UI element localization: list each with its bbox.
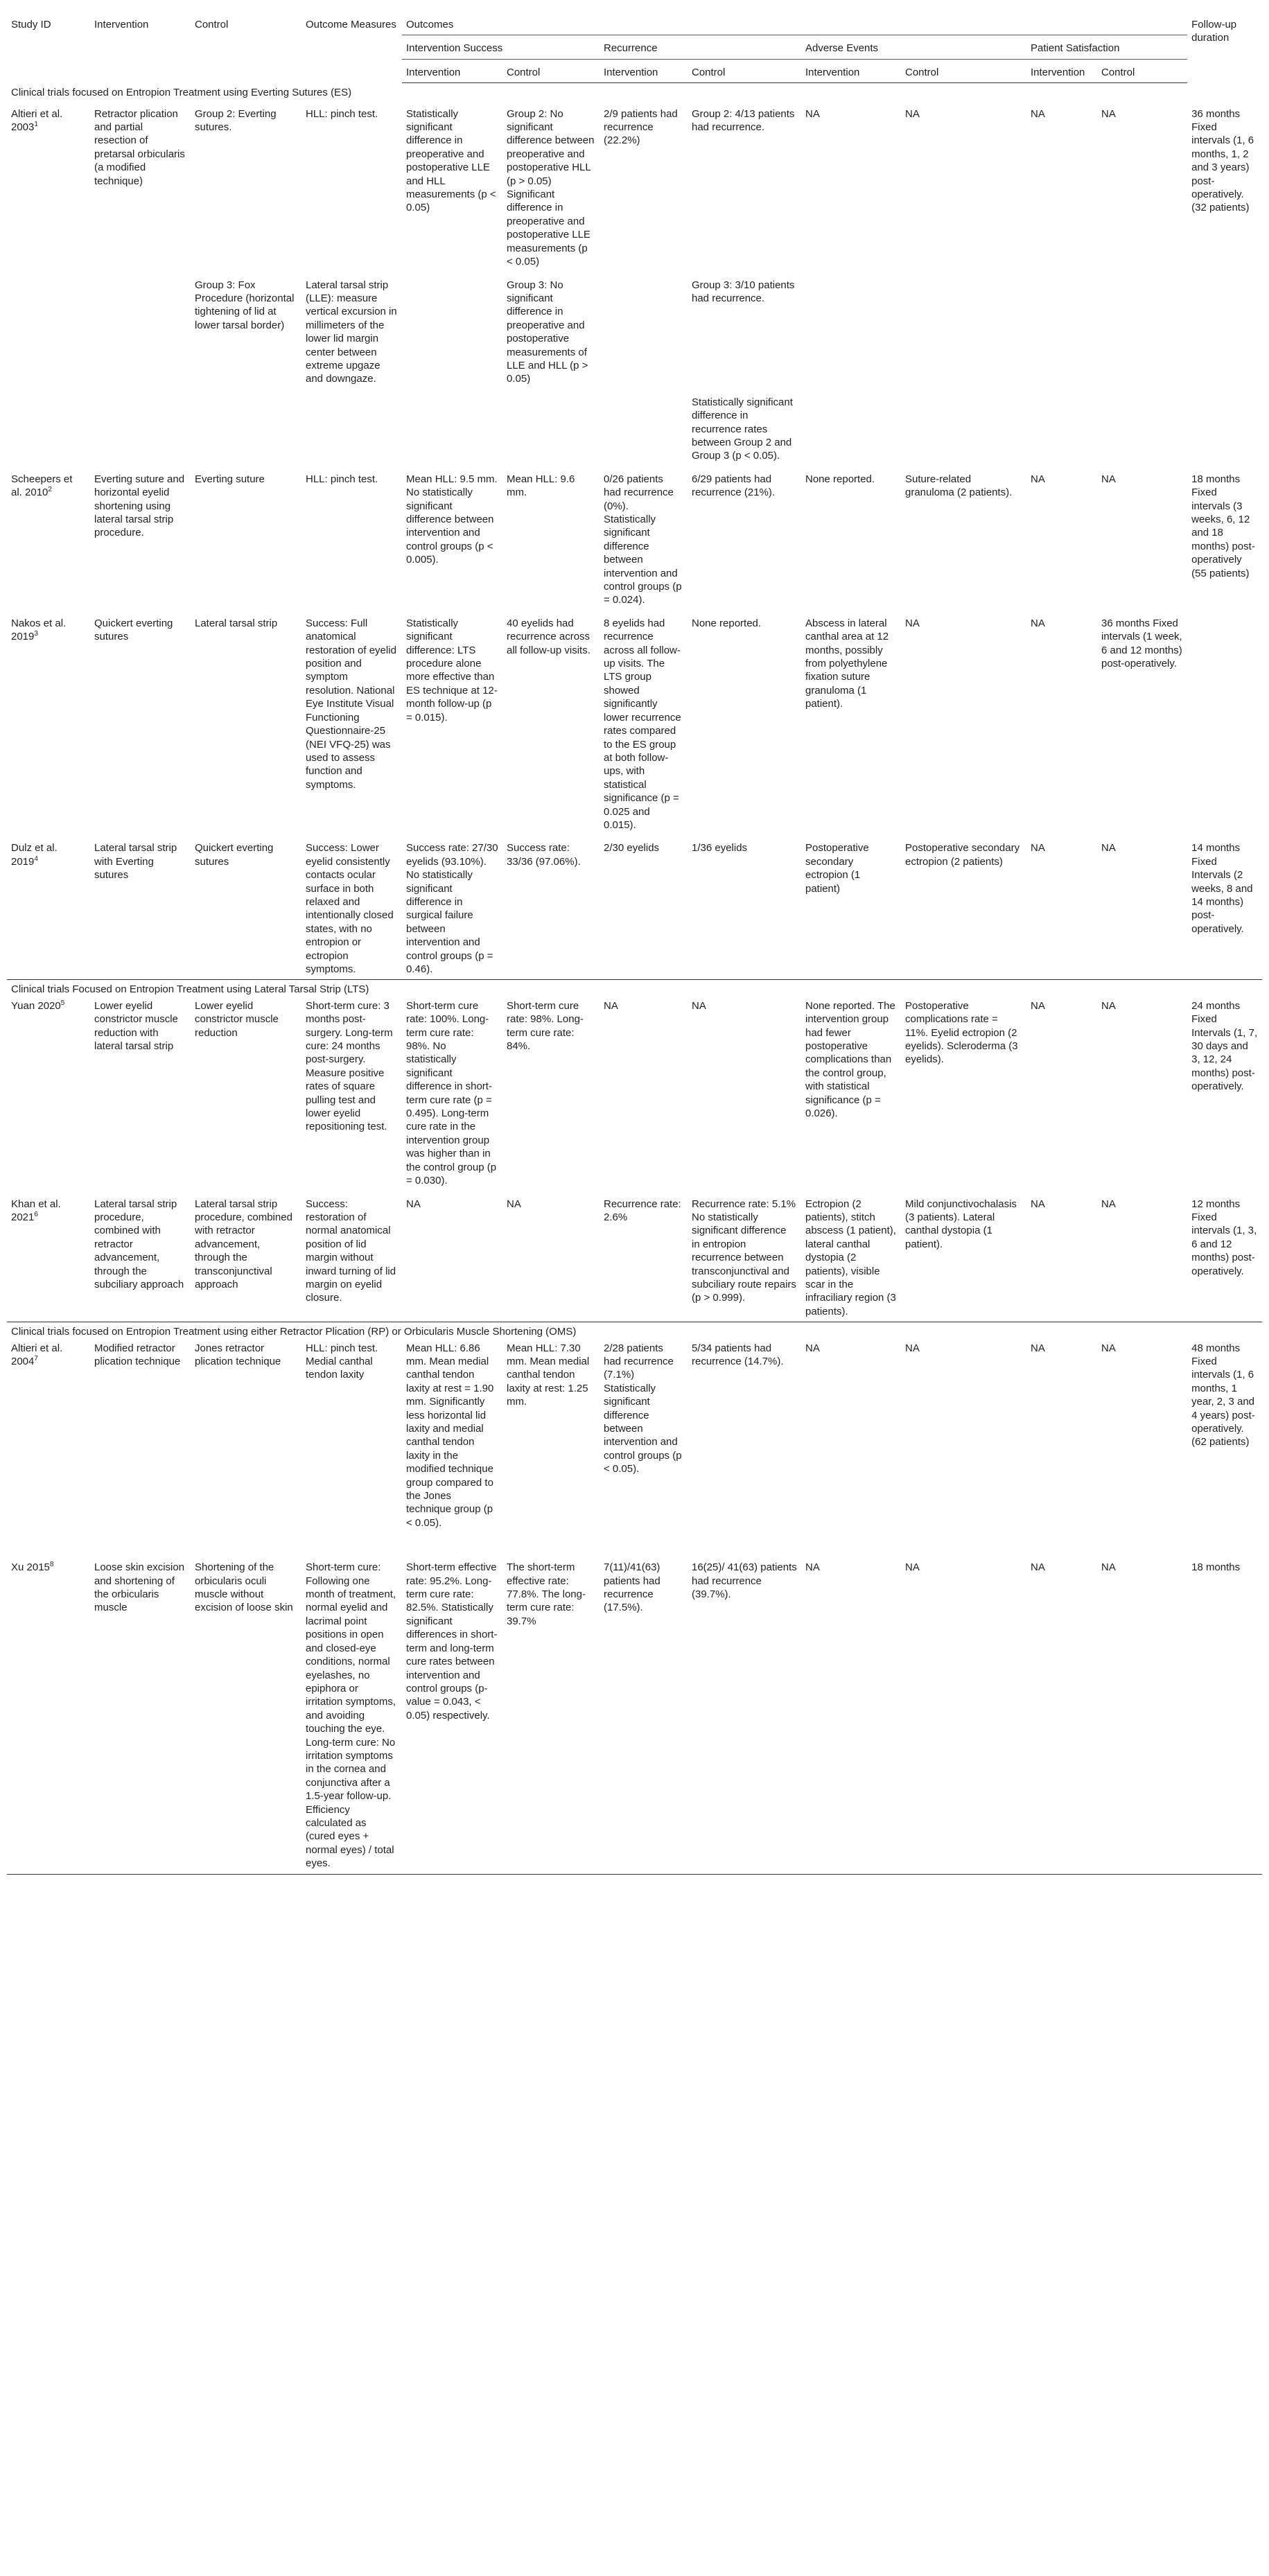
cell-satisfaction-control: NA: [1101, 999, 1116, 1012]
cell-follow-up: [1187, 272, 1262, 389]
cell-recurrence-intervention: 0/26 patients had recurrence (0%). Statistically significant difference between intervention and control groups (p = 0.024).: [604, 473, 682, 606]
cell-satisfaction-control: 36 months Fixed intervals (1 week, 6 and 12 months) post-operatively.: [1101, 617, 1182, 670]
cell-follow-up: 24 months Fixed Intervals (1, 7, 30 days and 3, 12, 24 months) post-operatively.: [1191, 999, 1258, 1093]
cell-satisfaction-control: [1097, 272, 1187, 389]
cell-satisfaction-intervention: [1026, 272, 1097, 389]
cell-satisfaction-control: NA: [1101, 473, 1116, 485]
table-row-altieri-2004: [7, 1340, 1262, 1534]
cell-study-id: [7, 466, 90, 611]
header-follow-up-duration: Follow-up duration: [1191, 19, 1237, 44]
cell-adverse-control: [901, 272, 1026, 389]
section-row-everting-sutures: [7, 83, 1262, 101]
cell-recurrence-control: Recurrence rate: 5.1% No statistically significant difference in entropion recurrence between transconjunctival and subciliary route repairs (p > 0.999).: [692, 1198, 796, 1304]
cell-success-control: 40 eyelids had recurrence across all follow-up visits.: [507, 617, 590, 656]
cell-satisfaction-intervention: NA: [1031, 999, 1045, 1012]
cell-control: Quickert everting sutures: [195, 842, 274, 868]
cell-adverse-intervention: NA: [805, 1342, 820, 1354]
cell-adverse-control: [901, 389, 1026, 466]
header-recurrence: Recurrence: [600, 35, 801, 59]
section-title: Clinical trials focused on Entropion Treatment using Everting Sutures (ES): [11, 87, 352, 99]
cell-control: Lateral tarsal strip: [195, 617, 278, 629]
cell-control: Everting suture: [195, 473, 265, 485]
cell-intervention: Lateral tarsal strip with Everting sutures: [94, 842, 177, 882]
study-comparison-table: [7, 6, 1262, 1875]
reference-number: 8: [49, 1561, 54, 1569]
table-row-altieri-2003-note: [7, 389, 1262, 466]
cell-follow-up: 12 months Fixed intervals (1, 3, 6 and 12 months) post-operatively.: [1191, 1198, 1257, 1277]
cell-follow-up: 36 months Fixed intervals (1, 6 months, 1, 2 and 3 years) post-operatively. (32 patients): [1191, 107, 1254, 214]
header-outcomes: Outcomes: [402, 6, 1187, 35]
table-row-nakos-2019: [7, 611, 1262, 836]
header-adverse-events: Adverse Events: [801, 35, 1026, 59]
cell-recurrence-intervention: 2/9 patients had recurrence (22.2%): [604, 107, 678, 147]
subheader-satisfaction-control: Control: [1097, 59, 1187, 82]
cell-outcome-measures: HLL: pinch test.: [306, 473, 378, 485]
cell-control: Group 3: Fox Procedure (horizontal tightening of lid at lower tarsal border): [195, 279, 295, 331]
cell-adverse-control: Mild conjunctivochalasis (3 patients). Lateral canthal dystopia (1 patient).: [905, 1198, 1017, 1250]
cell-recurrence-control: 1/36 eyelids: [692, 842, 748, 855]
table-header: [7, 6, 1262, 83]
cell-recurrence-intervention: 2/30 eyelids: [604, 842, 660, 855]
reference-number: 2: [48, 486, 52, 494]
cell-intervention: Everting suture and horizontal eyelid shortening using lateral tarsal strip procedure.: [94, 473, 185, 539]
cell-success-control: Group 2: No significant difference between preoperative and postoperative HLL (p > 0.05) Significant difference in preoperative and postoperative LLE measurements (p < 0.05): [507, 107, 595, 268]
cell-outcome-measures: Short-term cure: 3 months post-surgery. Long-term cure: 24 months post-surgery. Measure positive rates of square pulling test and lower eyelid repositioning test.: [306, 999, 393, 1133]
cell-success-control: Short-term cure rate: 98%. Long-term cure rate: 84%.: [507, 999, 584, 1053]
cell-satisfaction-intervention: NA: [1031, 107, 1045, 120]
cell-success-intervention: Statistically significant difference: LTS procedure alone more effective than ES technique at 12-month follow-up (p = 0.015).: [406, 617, 498, 724]
header-patient-satisfaction: Patient Satisfaction: [1026, 35, 1187, 59]
cell-recurrence-intervention: 8 eyelids had recurrence across all follow-up visits. The LTS group showed significantly lower recurrence rates compared to the ES group at both follow-ups, with statistical significance (p = 0.025 and 0.015).: [604, 617, 681, 831]
cell-recurrence-control: 6/29 patients had recurrence (21%).: [692, 473, 776, 499]
cell-adverse-control: NA: [901, 1533, 1026, 1874]
study-name: Scheepers et al. 2010: [11, 473, 73, 499]
cell-intervention: Retractor plication and partial resection of pretarsal orbicularis (a modified technique): [94, 107, 185, 187]
table-row-altieri-2003: [7, 101, 1262, 272]
subheader-satisfaction-intervention: Intervention: [1026, 59, 1097, 82]
cell-follow-up: 14 months Fixed Intervals (2 weeks, 8 and 14 months) post-operatively.: [1191, 842, 1253, 935]
cell-satisfaction-intervention: NA: [1026, 1533, 1097, 1874]
cell-outcome-measures: Success: Full anatomical restoration of eyelid position and symptom resolution. National Eye Institute Visual Functioning Questionnaire-25 (NEI VFQ-25) was used to assess function and symptoms.: [306, 617, 396, 791]
cell-adverse-intervention: NA: [805, 107, 820, 120]
cell-success-intervention: NA: [406, 1198, 421, 1210]
cell-satisfaction-intervention: NA: [1031, 1342, 1045, 1354]
table-row-yuan-2020: [7, 998, 1262, 1191]
cell-control: Group 2: Everting sutures.: [195, 107, 277, 134]
cell-study-id: [7, 611, 90, 836]
cell-follow-up: [1187, 389, 1262, 466]
cell-success-intervention: Success rate: 27/30 eyelids (93.10%). No statistically significant difference in surgical failure between intervention and control groups (p = 0.46).: [406, 842, 498, 975]
cell-intervention: Lateral tarsal strip procedure, combined with retractor advancement, through the subciliary approach: [94, 1198, 184, 1290]
cell-outcome-measures: HLL: pinch test.: [306, 107, 378, 120]
cell-adverse-control: NA: [905, 617, 920, 629]
cell-satisfaction-intervention: NA: [1031, 842, 1045, 855]
table-row-scheepers-2010: [7, 466, 1262, 611]
cell-satisfaction-intervention: NA: [1031, 1198, 1045, 1210]
cell-outcome-measures: [301, 389, 402, 466]
study-name: Altieri et al. 2004: [11, 1342, 63, 1367]
cell-study-id: [7, 272, 90, 389]
cell-success-control: Success rate: 33/36 (97.06%).: [507, 842, 581, 868]
cell-follow-up: [1187, 611, 1262, 836]
cell-control: Shortening of the orbicularis oculi muscle without excision of loose skin: [191, 1533, 301, 1874]
cell-follow-up: 18 months Fixed intervals (3 weeks, 6, 12 and 18 months) post-operatively (55 patients): [1191, 473, 1255, 579]
cell-study-id: [7, 1533, 90, 1874]
cell-study-id: [7, 101, 90, 272]
cell-adverse-intervention: None reported.: [805, 473, 875, 485]
subheader-recurrence-intervention: Intervention: [600, 59, 688, 82]
cell-intervention: Lower eyelid constrictor muscle reduction with lateral tarsal strip: [94, 999, 178, 1053]
section-title: Clinical trials Focused on Entropion Treatment using Lateral Tarsal Strip (LTS): [7, 980, 1262, 998]
section-title: Clinical trials focused on Entropion Treatment using either Retractor Plication (RP) or Orbicularis Muscle Shortening (OMS): [7, 1322, 1262, 1340]
cell-study-id: [7, 835, 90, 980]
cell-satisfaction-control: NA: [1097, 1533, 1187, 1874]
cell-success-control: Mean HLL: 9.6 mm.: [507, 473, 575, 499]
cell-adverse-intervention: Ectropion (2 patients), stitch abscess (1 patient), lateral canthal dystopia (2 patients), visible scar in the infraciliary region (3 patients).: [805, 1198, 896, 1317]
reference-number: 1: [34, 121, 38, 129]
cell-satisfaction-control: NA: [1101, 842, 1116, 855]
cell-recurrence-intervention: 2/28 patients had recurrence (7.1%) Statistically significant difference between intervention and control groups (p < 0.05).: [604, 1342, 682, 1475]
cell-recurrence-intervention: [600, 389, 688, 466]
study-name: Nakos et al. 2019: [11, 617, 67, 643]
cell-recurrence-intervention: [600, 272, 688, 389]
cell-intervention: [90, 389, 191, 466]
cell-success-intervention: Short-term effective rate: 95.2%. Long-term cure rate: 82.5%. Statistically significant differences in short-term and long-term cure rates between intervention and control groups (p-value = 0.043, < 0.05) respectively.: [402, 1533, 502, 1874]
reference-number: 7: [34, 1354, 38, 1363]
cell-success-intervention: Mean HLL: 6.86 mm. Mean medial canthal tendon laxity at rest = 1.90 mm. Significantly less horizontal lid laxity and medial canthal tendon laxity in the modified technique group compared to the Jones technique group (p < 0.05).: [406, 1342, 494, 1529]
cell-adverse-intervention: NA: [801, 1533, 901, 1874]
cell-outcome-measures: Success: Lower eyelid consistently contacts ocular surface in both relaxed and intentionally closed states, with no entropion or ectropion symptoms.: [306, 842, 394, 975]
study-name: Dulz et al. 2019: [11, 842, 58, 868]
cell-success-intervention: Statistically significant difference in preoperative and postoperative LLE and HLL measurements (p < 0.05): [406, 107, 496, 214]
reference-number: 5: [60, 999, 65, 1007]
cell-outcome-measures: Short-term cure: Following one month of treatment, normal eyelid and lacrimal point positions in open and closed-eye conditions, normal eyelashes, no epiphora or irritation symptoms, and avoiding touching the eye. Long-term cure: No irritation symptoms in the cornea and conjunctiva after a 1.5-year follow-up. Efficiency calculated as (cured eyes + normal eyes) / total eyes.: [301, 1533, 402, 1874]
cell-success-control: NA: [507, 1198, 521, 1210]
cell-control: Lateral tarsal strip procedure, combined with retractor advancement, through the transconjunctival approach: [195, 1198, 292, 1290]
cell-success-intervention: Mean HLL: 9.5 mm. No statistically significant difference between intervention and control groups (p < 0.005).: [406, 473, 498, 566]
cell-control: [191, 389, 301, 466]
section-row-lateral-tarsal-strip: [7, 980, 1262, 998]
cell-adverse-intervention: None reported. The intervention group had fewer postoperative complications than the control group, with statistical significance (p = 0.026).: [805, 999, 895, 1120]
cell-satisfaction-control: NA: [1101, 1342, 1116, 1354]
cell-satisfaction-intervention: [1026, 389, 1097, 466]
study-name: Xu 2015: [11, 1561, 50, 1574]
cell-recurrence-control: NA: [692, 999, 706, 1012]
table-body: [7, 83, 1262, 1874]
cell-outcome-measures: HLL: pinch test. Medial canthal tendon laxity: [306, 1342, 378, 1381]
cell-adverse-intervention: [801, 272, 901, 389]
subheader-adverse-control: Control: [901, 59, 1026, 82]
cell-recurrence-control: Group 3: 3/10 patients had recurrence.: [692, 279, 795, 304]
cell-satisfaction-control: NA: [1101, 107, 1116, 120]
cell-recurrence-intervention: 7(11)/41(63) patients had recurrence (17.5%).: [600, 1533, 688, 1874]
cell-satisfaction-control: NA: [1101, 1198, 1116, 1210]
header-study-id: Study ID: [11, 19, 51, 30]
cell-success-intervention: Short-term cure rate: 100%. Long-term cure rate: 98%. No statistically significant difference in short-term cure rate (p = 0.495). Long-term cure rate in the intervention group was higher than in the control group (p = 0.030).: [406, 999, 497, 1187]
cell-recurrence-control: 16(25)/ 41(63) patients had recurrence (39.7%).: [688, 1533, 801, 1874]
table-row-dulz-2019: [7, 835, 1262, 980]
cell-follow-up: 48 months Fixed intervals (1, 6 months, 1 year, 2, 3 and 4 years) post-operatively. (62 patients): [1191, 1342, 1255, 1448]
subheader-adverse-intervention: Intervention: [801, 59, 901, 82]
cell-success-control: [502, 389, 600, 466]
table-row-altieri-2003-group-3: [7, 272, 1262, 389]
cell-success-control: Mean HLL: 7.30 mm. Mean medial canthal tendon laxity at rest: 1.25 mm.: [507, 1342, 590, 1408]
study-name: Altieri et al. 2003: [11, 107, 63, 134]
cell-success-intervention: [402, 389, 502, 466]
cell-study-id: [7, 1340, 90, 1534]
cell-satisfaction-intervention: NA: [1031, 473, 1045, 485]
cell-follow-up: 18 months: [1187, 1533, 1262, 1874]
cell-recurrence-control: Statistically significant difference in recurrence rates between Group 2 and Group 3 (p < 0.05).: [692, 396, 793, 462]
cell-adverse-intervention: Abscess in lateral canthal area at 12 months, possibly from polyethylene fixation suture granuloma (1 patient).: [805, 617, 889, 710]
subheader-recurrence-control: Control: [688, 59, 801, 82]
header-control: Control: [195, 19, 229, 30]
cell-recurrence-control: None reported.: [692, 617, 762, 629]
cell-recurrence-control: Group 2: 4/13 patients had recurrence.: [692, 107, 795, 134]
section-row-retractor-plication: [7, 1322, 1262, 1340]
cell-study-id: [7, 389, 90, 466]
cell-control: Lower eyelid constrictor muscle reduction: [195, 999, 279, 1039]
table-row-xu-2015: [7, 1533, 1262, 1874]
cell-recurrence-control: 5/34 patients had recurrence (14.7%).: [692, 1342, 784, 1367]
cell-adverse-control: Postoperative secondary ectropion (2 patients): [905, 842, 1020, 868]
cell-control: Jones retractor plication technique: [195, 1342, 281, 1367]
cell-success-control: Group 3: No significant difference in preoperative and postoperative measurements of LLE and HLL (p > 0.05): [507, 279, 588, 385]
evidence-table-document: [7, 6, 1262, 1875]
cell-satisfaction-intervention: NA: [1031, 617, 1045, 629]
cell-outcome-measures: Lateral tarsal strip (LLE): measure vertical excursion in millimeters of the lower lid margin center between extreme upgaze and downgaze.: [306, 279, 397, 385]
cell-adverse-control: Postoperative complications rate = 11%. Eyelid ectropion (2 eyelids). Scleroderma (3 eyelids).: [905, 999, 1018, 1066]
cell-adverse-control: Suture-related granuloma (2 patients).: [905, 473, 1013, 499]
cell-intervention: Modified retractor plication technique: [94, 1342, 181, 1367]
subheader-success-intervention: Intervention: [402, 59, 502, 82]
reference-number: 4: [34, 855, 38, 863]
table-row-khan-2021: [7, 1191, 1262, 1322]
cell-success-intervention: [402, 272, 502, 389]
cell-recurrence-intervention: NA: [604, 999, 618, 1012]
cell-intervention: Loose skin excision and shortening of the orbicularis muscle: [90, 1533, 191, 1874]
header-outcome-measures: Outcome Measures: [306, 19, 396, 30]
cell-satisfaction-control: [1097, 389, 1187, 466]
reference-number: 3: [34, 630, 38, 638]
cell-adverse-intervention: [801, 389, 901, 466]
cell-study-id: [7, 1191, 90, 1322]
subheader-success-control: Control: [502, 59, 600, 82]
cell-intervention: [90, 272, 191, 389]
header-intervention: Intervention: [94, 19, 149, 30]
cell-study-id: [7, 998, 90, 1191]
cell-success-control: The short-term effective rate: 77.8%. The long-term cure rate: 39.7%: [502, 1533, 600, 1874]
cell-adverse-control: NA: [905, 107, 920, 120]
cell-adverse-control: NA: [905, 1342, 920, 1354]
reference-number: 6: [34, 1210, 38, 1218]
cell-intervention: Quickert everting sutures: [94, 617, 173, 643]
cell-outcome-measures: Success: restoration of normal anatomical position of lid margin without inward turning of lid margin on eyelid closure.: [306, 1198, 396, 1304]
cell-adverse-intervention: Postoperative secondary ectropion (1 patient): [805, 842, 869, 895]
header-intervention-success: Intervention Success: [402, 35, 600, 59]
cell-recurrence-intervention: Recurrence rate: 2.6%: [604, 1198, 681, 1223]
study-name: Khan et al. 2021: [11, 1198, 61, 1223]
study-name: Yuan 2020: [11, 999, 61, 1012]
